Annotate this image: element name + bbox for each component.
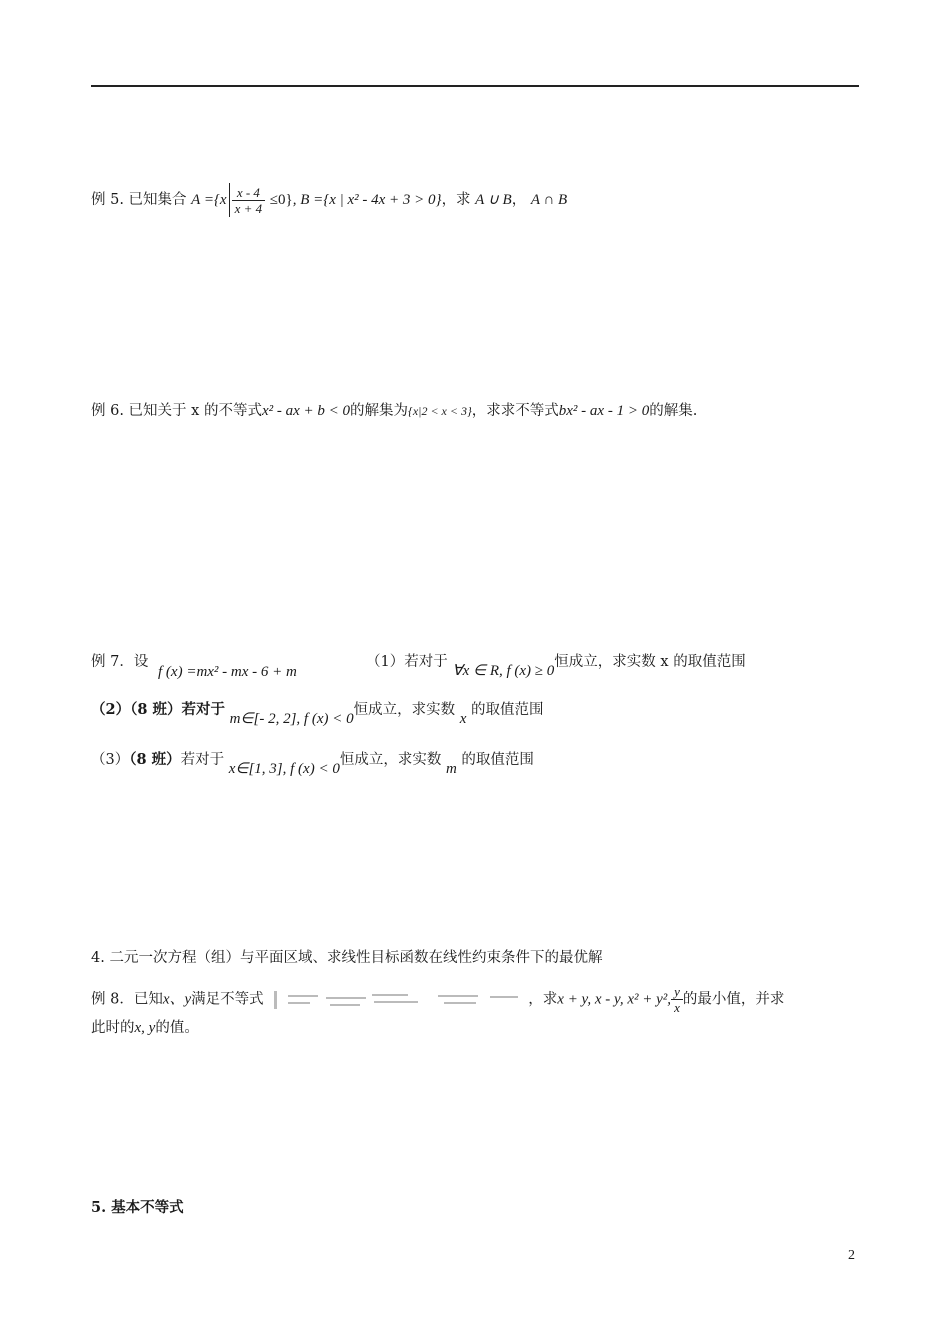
header-rule — [91, 85, 859, 87]
example-8-line-2 — [91, 1018, 199, 1038]
line-2-end: 的值。 — [155, 1020, 199, 1036]
part-2-variable: x — [459, 711, 467, 727]
set-a-left: A ={x — [191, 192, 227, 208]
example-8 — [91, 984, 784, 1015]
section-4-heading — [91, 948, 602, 968]
fraction-denominator: x + 4 — [234, 200, 263, 216]
set-a-right: ≤0} — [269, 192, 293, 208]
inequality-2: bx² - ax - 1 > 0 — [558, 403, 650, 419]
part-1-label: （1）若对于 — [366, 654, 448, 670]
example-7-part-3 — [91, 750, 534, 777]
ratio-denominator: x — [674, 1000, 680, 1015]
part-1-condition: ∀x ∈ R, f (x) ≥ 0 — [452, 663, 555, 679]
part-2-end: 的取值范围 — [471, 702, 544, 718]
page-number: 2 — [848, 1248, 855, 1263]
ask-text: ，求 — [441, 192, 471, 208]
function-def: f (x) =mx² - mx - 6 + m — [158, 664, 297, 680]
line-2-intro: 此时的 — [91, 1020, 135, 1036]
target-expressions: x + y, x - y, x² + y², — [557, 991, 672, 1008]
section-4-text: 4. 二元一次方程（组）与平面区域、求线性目标函数在线性约束条件下的最优解 — [91, 950, 603, 966]
ask-text: ，求 — [528, 991, 558, 1008]
example-7-part-2 — [91, 700, 544, 727]
mid-text: 满足不等式 — [191, 991, 264, 1008]
part-2-condition: m∈[- 2, 2], f (x) < 0 — [229, 711, 354, 727]
fraction-numerator: x - 4 — [232, 185, 266, 201]
example-7-function — [158, 662, 297, 682]
example-5-label: 例 5. 已知集合 — [91, 192, 187, 208]
example-7-line-1 — [91, 652, 148, 672]
ask-text: ，求求不等式 — [471, 403, 559, 419]
intersect-expr: A ∩ B — [530, 192, 568, 208]
solution-set: {x|2 < x < 3} — [408, 404, 472, 418]
example-7-part-1 — [366, 652, 746, 679]
example-7-label: 例 7．设 — [91, 654, 149, 670]
part-3-variable: m — [445, 761, 457, 777]
union-expr: A ∪ B — [475, 192, 512, 208]
example-8-label: 例 8．已知 — [91, 991, 163, 1008]
fraction — [232, 185, 266, 216]
part-3-label: （3） — [91, 752, 130, 768]
section-5-text: 5. 基本不等式 — [91, 1199, 184, 1216]
part-3-end: 的取值范围 — [461, 752, 534, 768]
part-3-text: 恒成立，求实数 — [339, 752, 442, 768]
divider-bar — [229, 183, 230, 217]
ratio-fraction — [671, 984, 683, 1015]
example-5 — [91, 183, 567, 217]
example-6-label: 例 6. 已知关于 x 的不等式 — [91, 403, 262, 419]
separator: ， — [511, 192, 527, 208]
part-2-label: （2）（8 班）若对于 — [91, 701, 225, 718]
inequality-1: x² - ax + b < 0 — [261, 403, 351, 419]
example-6 — [91, 401, 697, 421]
part-2-text: 恒成立，求实数 — [353, 702, 456, 718]
end-text: 的最小值，并求 — [682, 991, 785, 1008]
line-2-vars: x, y — [134, 1020, 156, 1036]
part-3-class-tag: （8 班） — [129, 751, 181, 768]
section-5-heading — [91, 1198, 184, 1218]
set-b: , B ={x | x² - 4x + 3 > 0} — [292, 192, 442, 208]
mid-text: 的解集为 — [350, 403, 409, 419]
blurred-constraint-image — [268, 989, 528, 1011]
example-8-vars: x、y — [162, 991, 192, 1008]
part-1-text: 恒成立，求实数 x 的取值范围 — [554, 654, 746, 670]
part-3-condition: x∈[1, 3], f (x) < 0 — [228, 761, 340, 777]
ratio-numerator: y — [671, 984, 683, 1000]
part-3-intro: 若对于 — [180, 752, 225, 768]
end-text: 的解集. — [649, 403, 698, 419]
